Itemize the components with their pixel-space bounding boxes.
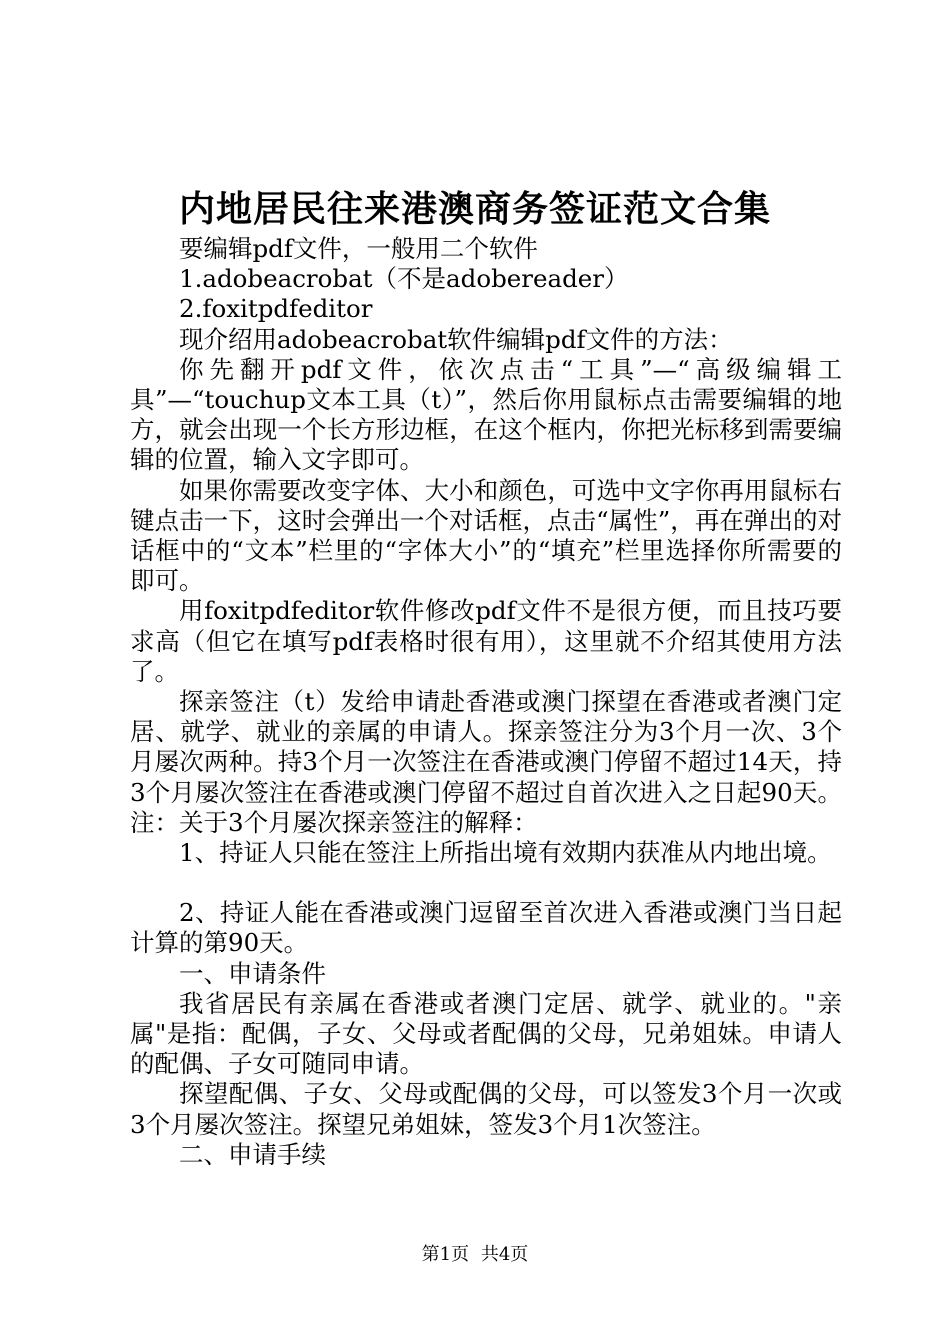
paragraph: 1.adobeacrobat（不是adobereader） [179,264,629,294]
paragraph: 1、持证人只能在签注上所指出境有效期内获准从内地出境。 [179,838,832,868]
paragraph: 用foxitpdfeditor软件修改pdf文件不是很方便，而且技巧要求高（但它在填写pdf表格时很有用），这里就不介绍其使用方法了。 [130,596,842,686]
page-footer [0,1243,950,1267]
paragraph: 2.foxitpdfeditor [179,294,373,324]
paragraph: 我省居民有亲属在香港或者澳门定居、就学、就业的。"亲属"是指：配偶，子女、父母或者配偶的父母，兄弟姐妹。申请人的配偶、子女可随同申请。 [130,988,842,1079]
paragraph: 要编辑pdf文件，一般用二个软件 [179,234,538,263]
document-body [130,234,842,1170]
section-heading: 二、申请手续 [179,1139,326,1169]
page-number: 第1页 [421,1244,470,1265]
page-title: 内地居民往来港澳商务签证范文合集 [178,188,771,230]
paragraph: 探亲签注（t）发给申请赴香港或澳门探望在香港或者澳门定居、就学、就业的亲属的申请人。探亲签注分为3个月一次、3个月屡次两种。持3个月一次签注在香港或澳门停留不超过14天，持3个月屡次签注在香港或澳门停留不超过自首次进入之日起90天。注：关于3个月屡次探亲签注的解释： [130,687,842,837]
paragraph: 探望配偶、子女、父母或配偶的父母，可以签发3个月一次或3个月屡次签注。探望兄弟姐妹，签发3个月1次签注。 [130,1079,842,1139]
paragraph: 如果你需要改变字体、大小和颜色，可选中文字你再用鼠标右键点击一下，这时会弹出一个对话框，点击“属性”，再在弹出的对话框中的“文本”栏里的“字体大小”的“填充”栏里选择你所需要的即可。 [130,475,842,596]
paragraph: 现介绍用adobeacrobat软件编辑pdf文件的方法： [179,324,733,354]
section-heading: 一、申请条件 [179,958,326,988]
paragraph: 2、持证人能在香港或澳门逗留至首次进入香港或澳门当日起计算的第90天。 [130,898,842,958]
page-total: 共4页 [480,1244,529,1265]
paragraph: 你先翻开pdf文件，依次点击“工具”—“高级编辑工具”—“touchup文本工具（t）”，然后你用鼠标点击需要编辑的地方，就会出现一个长方形边框，在这个框内，你把光标移到需要编辑的位置，输入文字即可。 [130,354,842,475]
